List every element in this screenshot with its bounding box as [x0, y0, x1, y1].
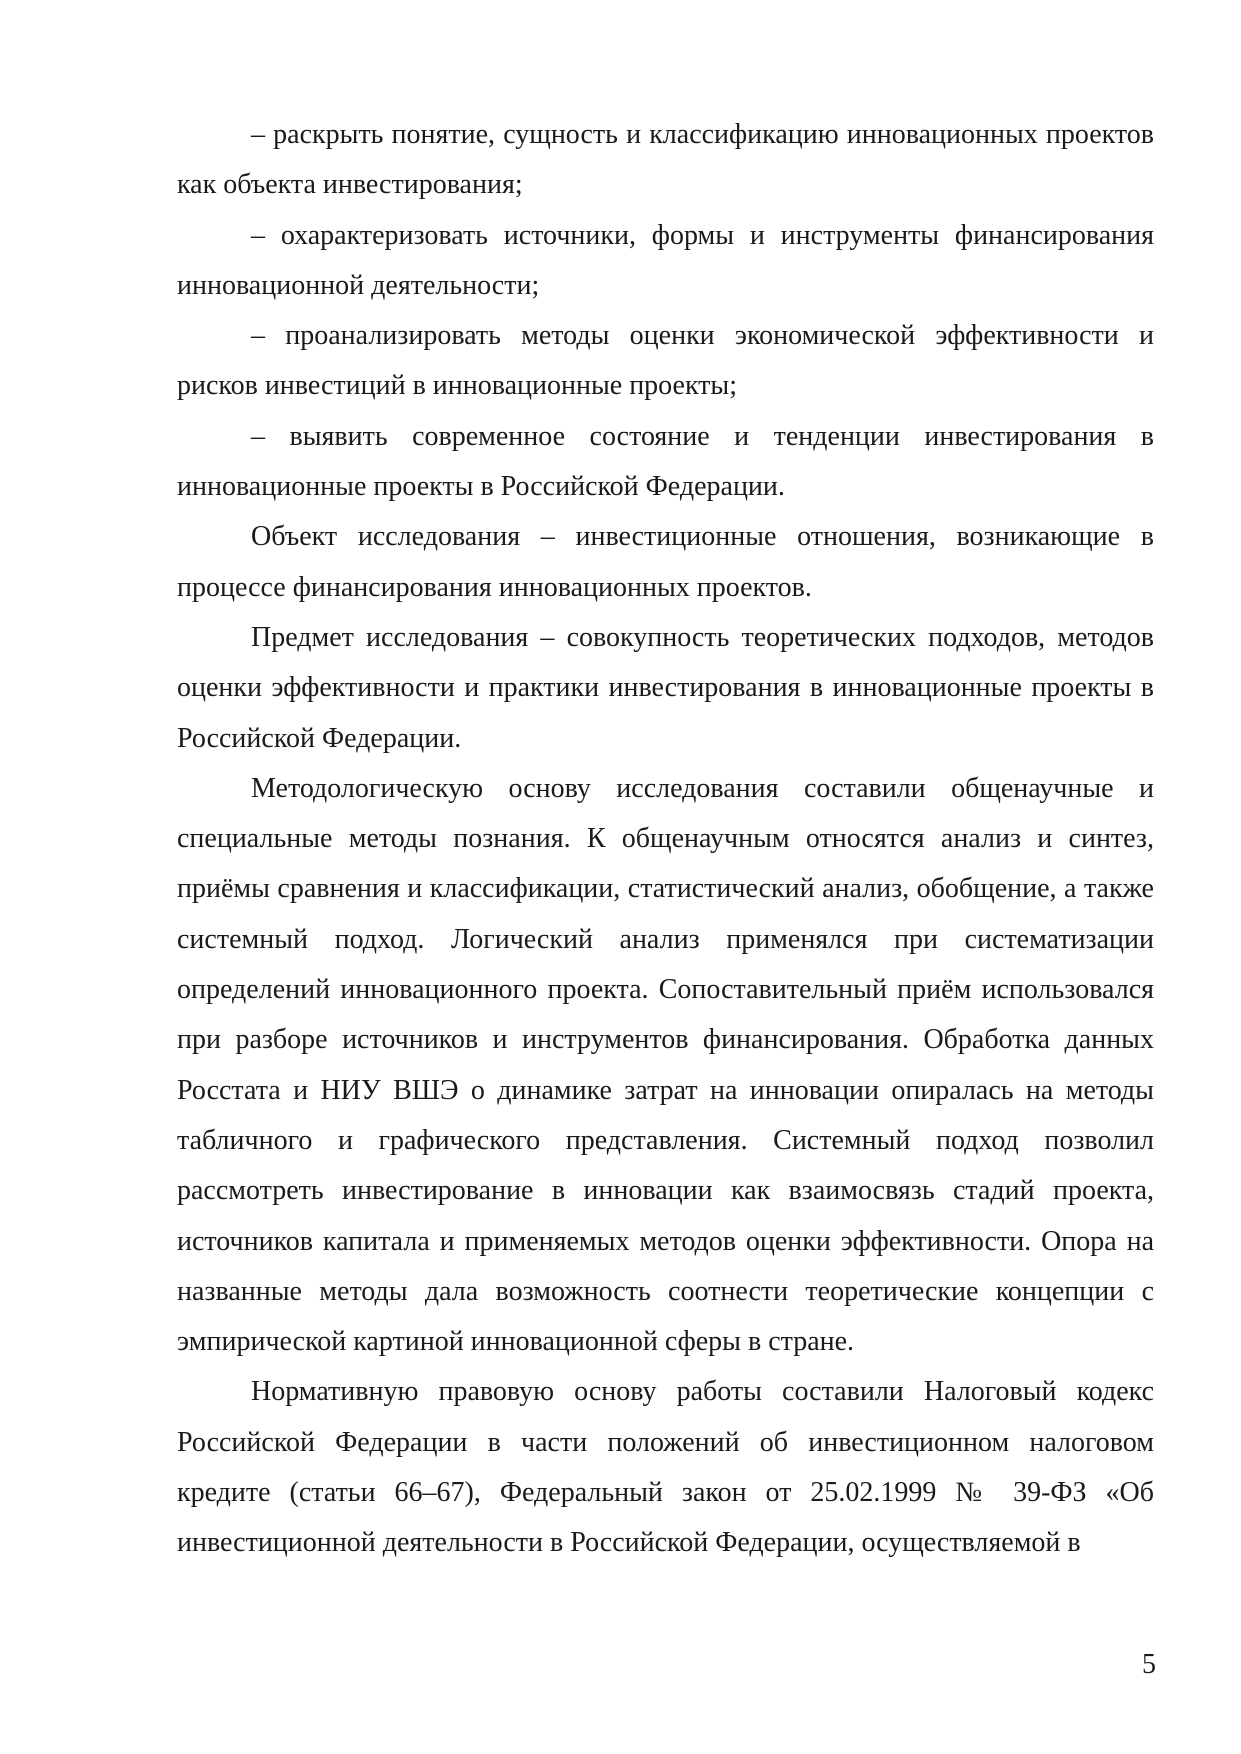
legal-basis-paragraph: Нормативную правовую основу работы составили Налоговый кодекс Российской Федерации в части положений об инвестиционном налоговом кредите (статьи 66–67), Федеральный закон от 25.02.1999 № 39-ФЗ «Об инвестиционной деятельности в Российской Федерации, осуществляемой в — [177, 1376, 1154, 1559]
task-item-2: – охарактеризовать источники, формы и инструменты финансирования инновационной деятельности; — [177, 219, 1154, 301]
research-subject-paragraph: Предмет исследования – совокупность теоретических подходов, методов оценки эффективности и практики инвестирования в инновационные проекты в Российской Федерации. — [177, 621, 1154, 754]
methodology-paragraph: Методологическую основу исследования составили общенаучные и специальные методы познания. К общенаучным относятся анализ и синтез, приёмы сравнения и классификации, статистический анализ, обобщение, а также системный подход. Логический анализ применялся при систематизации определений инновационного проекта. Сопоставительный приём использовался при разборе источников и инструментов финансирования. Обработка данных Росстата и НИУ ВШЭ о динамике затрат на инновации опиралась на методы табличного и графического представления. Системный подход позволил рассмотреть инвестирование в инновации как взаимосвязь стадий проекта, источников капитала и применяемых методов оценки эффективности. Опора на названные методы дала возможность соотнести теоретические концепции с эмпирической картиной инновационной сферы в стране. — [177, 772, 1154, 1358]
task-item-3: – проанализировать методы оценки экономической эффективности и рисков инвестиций в инновационные проекты; — [177, 320, 1154, 402]
page-body — [177, 110, 1154, 1569]
research-object-paragraph: Объект исследования – инвестиционные отношения, возникающие в процессе финансирования инновационных проектов. — [177, 521, 1154, 603]
page-number: 5 — [1142, 1649, 1156, 1680]
task-item-4: – выявить современное состояние и тенденции инвестирования в инновационные проекты в Российской Федерации. — [177, 420, 1154, 503]
task-item-1: – раскрыть понятие, сущность и классификацию инновационных проектов как объекта инвестирования; — [177, 119, 1154, 201]
